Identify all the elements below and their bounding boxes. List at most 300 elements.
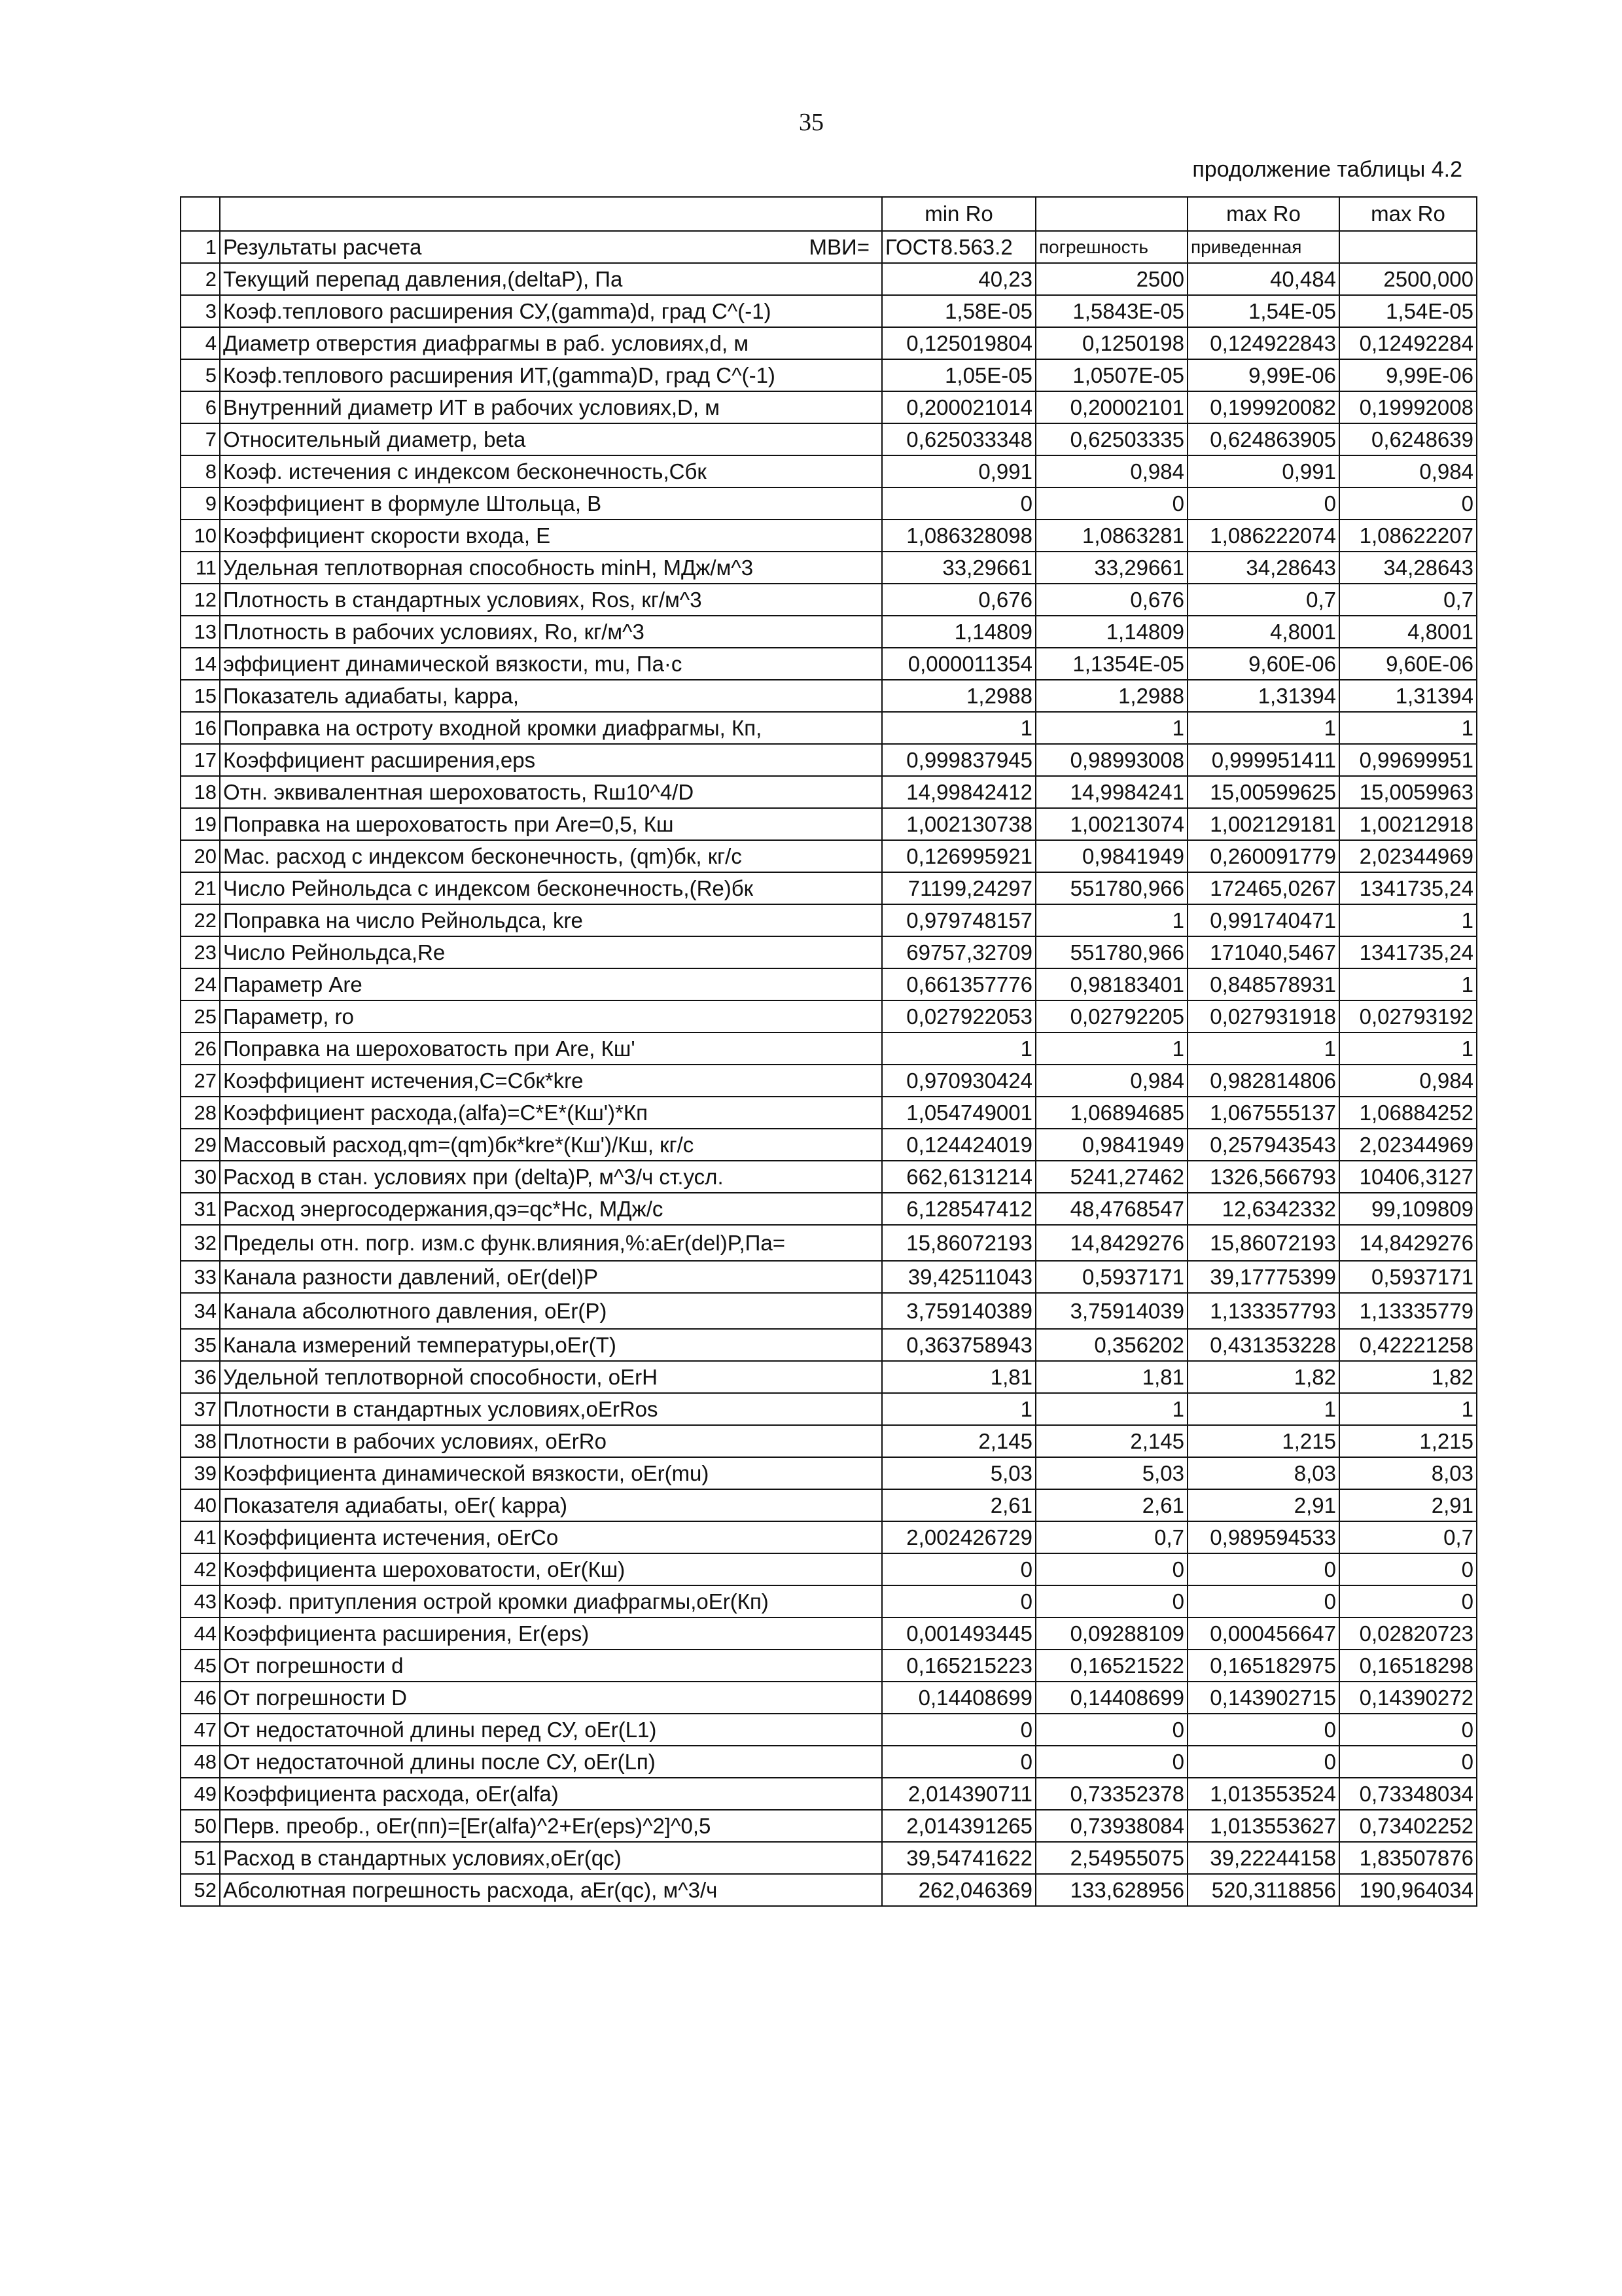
row-label: Расход энергосодержания,qэ=qc*Hc, МДж/с xyxy=(220,1193,882,1225)
row-label: Параметр Are xyxy=(220,968,882,1000)
row-label: Поправка на шероховатость при Are=0,5, Кш xyxy=(220,808,882,840)
value-min-ro: 1,05E-05 xyxy=(882,359,1036,391)
value-max-ro: 1,133357793 xyxy=(1188,1293,1339,1329)
table-row xyxy=(181,1225,1477,1261)
value-max-ro: 4,8001 xyxy=(1188,616,1339,648)
value-error: 0 xyxy=(1036,487,1188,520)
value-max-ro-2: 1341735,24 xyxy=(1339,872,1477,904)
table-row xyxy=(181,263,1477,295)
value-max-ro-2: 1,00212918 xyxy=(1339,808,1477,840)
value-error: 1,0863281 xyxy=(1036,520,1188,552)
value-min-ro: 0 xyxy=(882,1585,1036,1617)
value-max-ro: 0 xyxy=(1188,487,1339,520)
table-row xyxy=(181,1682,1477,1714)
table-row xyxy=(181,1457,1477,1489)
value-max-ro-2: 1,08622207 xyxy=(1339,520,1477,552)
row-index: 44 xyxy=(181,1617,220,1650)
value-min-ro: 0 xyxy=(882,1553,1036,1585)
row-label: Перв. преобр., оEr(пп)=[Er(alfa)^2+Er(eps)^2]^0,5 xyxy=(220,1810,882,1842)
value-max-ro-2: 99,109809 xyxy=(1339,1193,1477,1225)
value-error: 48,4768547 xyxy=(1036,1193,1188,1225)
value-min-ro: 40,23 xyxy=(882,263,1036,295)
value-max-ro: 0,199920082 xyxy=(1188,391,1339,423)
value-max-ro: 0,991 xyxy=(1188,455,1339,487)
value-max-ro: 39,17775399 xyxy=(1188,1261,1339,1293)
value-max-ro-2: 9,60E-06 xyxy=(1339,648,1477,680)
row-index: 4 xyxy=(181,327,220,359)
row-index: 20 xyxy=(181,840,220,872)
table-row xyxy=(181,744,1477,776)
value-max-ro-2: 0,16518298 xyxy=(1339,1650,1477,1682)
value-max-ro: 15,00599625 xyxy=(1188,776,1339,808)
value-max-ro: 8,03 xyxy=(1188,1457,1339,1489)
row-label: Абсолютная погрешность расхода, aEr(qc), м^3/ч xyxy=(220,1874,882,1906)
row-index: 3 xyxy=(181,295,220,327)
row-index: 31 xyxy=(181,1193,220,1225)
value-error: 1,2988 xyxy=(1036,680,1188,712)
value-error: 2500 xyxy=(1036,263,1188,295)
value-max-ro: 0,143902715 xyxy=(1188,1682,1339,1714)
value-max-ro: 172465,0267 xyxy=(1188,872,1339,904)
value-max-ro-2: 0 xyxy=(1339,1585,1477,1617)
value-max-ro: 0,165182975 xyxy=(1188,1650,1339,1682)
value-error: 33,29661 xyxy=(1036,552,1188,584)
value-min-ro: 14,99842412 xyxy=(882,776,1036,808)
value-max-ro-2: 0,02820723 xyxy=(1339,1617,1477,1650)
header-cell-index xyxy=(181,197,220,231)
row-index: 14 xyxy=(181,648,220,680)
table-row xyxy=(181,1489,1477,1521)
value-min-ro: 1,086328098 xyxy=(882,520,1036,552)
value-min-ro: 33,29661 xyxy=(882,552,1036,584)
error-cell: погрешность xyxy=(1036,231,1188,263)
value-max-ro: 40,484 xyxy=(1188,263,1339,295)
value-max-ro: 1326,566793 xyxy=(1188,1161,1339,1193)
value-max-ro: 1 xyxy=(1188,712,1339,744)
value-max-ro: 0,624863905 xyxy=(1188,423,1339,455)
value-max-ro: 0,000456647 xyxy=(1188,1617,1339,1650)
value-max-ro: 0,260091779 xyxy=(1188,840,1339,872)
value-max-ro-2: 1,215 xyxy=(1339,1425,1477,1457)
empty-cell xyxy=(1339,231,1477,263)
value-max-ro: 1,002129181 xyxy=(1188,808,1339,840)
value-error: 0 xyxy=(1036,1746,1188,1778)
row-label: Коэффициент истечения,C=Cбк*kre xyxy=(220,1065,882,1097)
value-min-ro: 662,6131214 xyxy=(882,1161,1036,1193)
row-label: Параметр, ro xyxy=(220,1000,882,1033)
value-min-ro: 0 xyxy=(882,1714,1036,1746)
value-max-ro: 1,013553524 xyxy=(1188,1778,1339,1810)
value-max-ro: 0,124922843 xyxy=(1188,327,1339,359)
row-label: Текущий перепад давления,(deltaP), Па xyxy=(220,263,882,295)
row-index: 42 xyxy=(181,1553,220,1585)
row-label: Коэф.теплового расширения СУ,(gamma)d, град С^(-1) xyxy=(220,295,882,327)
value-max-ro: 171040,5467 xyxy=(1188,936,1339,968)
value-max-ro: 1,215 xyxy=(1188,1425,1339,1457)
row-index: 17 xyxy=(181,744,220,776)
value-max-ro: 9,60E-06 xyxy=(1188,648,1339,680)
table-row xyxy=(181,1393,1477,1425)
value-error: 0,5937171 xyxy=(1036,1261,1188,1293)
value-max-ro-2: 1 xyxy=(1339,968,1477,1000)
row-index: 51 xyxy=(181,1842,220,1874)
table-row xyxy=(181,1714,1477,1746)
value-error: 0,984 xyxy=(1036,455,1188,487)
row-index: 8 xyxy=(181,455,220,487)
value-min-ro: 39,54741622 xyxy=(882,1842,1036,1874)
row-label: Канала измерений температуры,оEr(T) xyxy=(220,1329,882,1361)
table-row xyxy=(181,712,1477,744)
value-error: 0,984 xyxy=(1036,1065,1188,1097)
row-label: Показатель адиабаты, kappa, xyxy=(220,680,882,712)
row-index: 21 xyxy=(181,872,220,904)
row-index: 1 xyxy=(181,231,220,263)
value-max-ro-2: 1,06884252 xyxy=(1339,1097,1477,1129)
row-label: Коэффициента расширения, Er(eps) xyxy=(220,1617,882,1650)
value-error: 1,1354E-05 xyxy=(1036,648,1188,680)
row-label: Диаметр отверстия диафрагмы в раб. условиях,d, м xyxy=(220,327,882,359)
table-row xyxy=(181,295,1477,327)
row-label: От недостаточной длины перед СУ, оEr(L1) xyxy=(220,1714,882,1746)
value-max-ro-2: 0,984 xyxy=(1339,455,1477,487)
row-index: 37 xyxy=(181,1393,220,1425)
value-max-ro: 1,067555137 xyxy=(1188,1097,1339,1129)
table-row xyxy=(181,1193,1477,1225)
value-max-ro-2: 2,02344969 xyxy=(1339,840,1477,872)
table-row xyxy=(181,1425,1477,1457)
value-min-ro: 1 xyxy=(882,1033,1036,1065)
value-max-ro-2: 0,6248639 xyxy=(1339,423,1477,455)
value-min-ro: 0,979748157 xyxy=(882,904,1036,936)
value-min-ro: 0 xyxy=(882,1746,1036,1778)
row-index: 48 xyxy=(181,1746,220,1778)
value-max-ro: 34,28643 xyxy=(1188,552,1339,584)
table-row xyxy=(181,359,1477,391)
row-label: Показателя адиабаты, оEr( kappa) xyxy=(220,1489,882,1521)
value-max-ro: 1,013553627 xyxy=(1188,1810,1339,1842)
value-error: 1,14809 xyxy=(1036,616,1188,648)
value-min-ro: 262,046369 xyxy=(882,1874,1036,1906)
table-row xyxy=(181,1778,1477,1810)
value-max-ro: 0,989594533 xyxy=(1188,1521,1339,1553)
value-min-ro: 0 xyxy=(882,487,1036,520)
row-index: 15 xyxy=(181,680,220,712)
row-label: Число Рейнольдса с индексом бесконечность,(Re)бк xyxy=(220,872,882,904)
results-table xyxy=(180,196,1477,1907)
value-min-ro: 1,81 xyxy=(882,1361,1036,1393)
row-index: 26 xyxy=(181,1033,220,1065)
value-error: 1,0507E-05 xyxy=(1036,359,1188,391)
row-label: эффициент динамической вязкости, mu, Па·с xyxy=(220,648,882,680)
value-min-ro: 0,165215223 xyxy=(882,1650,1036,1682)
header-cell-parameter xyxy=(220,197,882,231)
table-row xyxy=(181,327,1477,359)
row-label: Коэффициент скорости входа, E xyxy=(220,520,882,552)
value-max-ro-2: 34,28643 xyxy=(1339,552,1477,584)
row-index: 32 xyxy=(181,1225,220,1261)
value-min-ro: 1,054749001 xyxy=(882,1097,1036,1129)
value-min-ro: 1,2988 xyxy=(882,680,1036,712)
row-label: Коэф.теплового расширения ИТ,(gamma)D, град С^(-1) xyxy=(220,359,882,391)
table-row xyxy=(181,1617,1477,1650)
value-error: 3,75914039 xyxy=(1036,1293,1188,1329)
results-label: Результаты расчета xyxy=(223,234,422,259)
table-row xyxy=(181,616,1477,648)
value-error: 1 xyxy=(1036,904,1188,936)
table-row xyxy=(181,584,1477,616)
value-error: 1,5843E-05 xyxy=(1036,295,1188,327)
row-index: 34 xyxy=(181,1293,220,1329)
table-row xyxy=(181,552,1477,584)
value-max-ro-2: 8,03 xyxy=(1339,1457,1477,1489)
row-label: Удельная теплотворная способность minH, МДж/м^3 xyxy=(220,552,882,584)
row-label: Канала абсолютного давления, оEr(P) xyxy=(220,1293,882,1329)
table-row xyxy=(181,968,1477,1000)
row-index: 18 xyxy=(181,776,220,808)
row-index: 23 xyxy=(181,936,220,968)
row-label: Коэффициента шероховатости, оEr(Кш) xyxy=(220,1553,882,1585)
table-row xyxy=(181,1810,1477,1842)
value-min-ro: 39,42511043 xyxy=(882,1261,1036,1293)
row-label: Расход в стандартных условиях,оEr(qc) xyxy=(220,1842,882,1874)
value-min-ro: 6,128547412 xyxy=(882,1193,1036,1225)
table-row xyxy=(181,1033,1477,1065)
value-max-ro: 2,91 xyxy=(1188,1489,1339,1521)
value-max-ro-2: 0,7 xyxy=(1339,584,1477,616)
value-min-ro: 0,001493445 xyxy=(882,1617,1036,1650)
table-row xyxy=(181,840,1477,872)
value-error: 0,676 xyxy=(1036,584,1188,616)
value-error: 2,54955075 xyxy=(1036,1842,1188,1874)
row-label: Массовый расход,qm=(qm)бк*kre*(Кш')/Кш, кг/с xyxy=(220,1129,882,1161)
value-min-ro: 1 xyxy=(882,712,1036,744)
value-min-ro: 0,000011354 xyxy=(882,648,1036,680)
row-index: 9 xyxy=(181,487,220,520)
table-row xyxy=(181,872,1477,904)
value-min-ro: 0,126995921 xyxy=(882,840,1036,872)
value-error: 0,16521522 xyxy=(1036,1650,1188,1682)
row-label: Число Рейнольдса,Re xyxy=(220,936,882,968)
row-index: 27 xyxy=(181,1065,220,1097)
table-row xyxy=(181,1521,1477,1553)
value-error: 0,9841949 xyxy=(1036,1129,1188,1161)
value-max-ro-2: 15,0059963 xyxy=(1339,776,1477,808)
value-max-ro: 0,982814806 xyxy=(1188,1065,1339,1097)
row-index: 43 xyxy=(181,1585,220,1617)
row-index: 6 xyxy=(181,391,220,423)
value-error: 0,73352378 xyxy=(1036,1778,1188,1810)
row-label: Расход в стан. условиях при (delta)P, м^3/ч ст.усл. xyxy=(220,1161,882,1193)
value-error: 0,20002101 xyxy=(1036,391,1188,423)
value-min-ro: 3,759140389 xyxy=(882,1293,1036,1329)
value-max-ro: 520,3118856 xyxy=(1188,1874,1339,1906)
value-min-ro: 2,61 xyxy=(882,1489,1036,1521)
value-min-ro: 0,027922053 xyxy=(882,1000,1036,1033)
value-max-ro: 1,31394 xyxy=(1188,680,1339,712)
value-max-ro-2: 1 xyxy=(1339,904,1477,936)
row-index: 24 xyxy=(181,968,220,1000)
value-min-ro: 2,145 xyxy=(882,1425,1036,1457)
value-error: 14,8429276 xyxy=(1036,1225,1188,1261)
value-max-ro-2: 0 xyxy=(1339,1714,1477,1746)
value-error: 551780,966 xyxy=(1036,936,1188,968)
value-error: 1 xyxy=(1036,1033,1188,1065)
row-index: 13 xyxy=(181,616,220,648)
value-error: 2,145 xyxy=(1036,1425,1188,1457)
value-max-ro-2: 1 xyxy=(1339,712,1477,744)
row-index: 2 xyxy=(181,263,220,295)
value-max-ro-2: 1341735,24 xyxy=(1339,936,1477,968)
table-row xyxy=(181,391,1477,423)
value-min-ro: 2,002426729 xyxy=(882,1521,1036,1553)
row-label: Плотность в рабочих условиях, Ro, кг/м^3 xyxy=(220,616,882,648)
row-index: 33 xyxy=(181,1261,220,1293)
row-label: Коэффициента динамической вязкости, оEr(mu) xyxy=(220,1457,882,1489)
value-min-ro: 2,014390711 xyxy=(882,1778,1036,1810)
table-row xyxy=(181,1161,1477,1193)
value-error: 1 xyxy=(1036,1393,1188,1425)
table-row xyxy=(181,423,1477,455)
value-max-ro-2: 1 xyxy=(1339,1033,1477,1065)
value-error: 0 xyxy=(1036,1585,1188,1617)
standard-cell: ГОСТ8.563.2 xyxy=(882,231,1036,263)
row-label: Коэффициента истечения, оErCo xyxy=(220,1521,882,1553)
row-index: 50 xyxy=(181,1810,220,1842)
value-min-ro: 0,363758943 xyxy=(882,1329,1036,1361)
value-max-ro: 0 xyxy=(1188,1553,1339,1585)
table-row xyxy=(181,648,1477,680)
value-min-ro: 0,676 xyxy=(882,584,1036,616)
value-min-ro: 1,14809 xyxy=(882,616,1036,648)
value-error: 0 xyxy=(1036,1553,1188,1585)
value-max-ro-2: 1,13335779 xyxy=(1339,1293,1477,1329)
value-error: 0,09288109 xyxy=(1036,1617,1188,1650)
value-max-ro-2: 0,99699951 xyxy=(1339,744,1477,776)
value-min-ro: 0,124424019 xyxy=(882,1129,1036,1161)
row-label: Коэффициент расширения,eps xyxy=(220,744,882,776)
value-error: 0,356202 xyxy=(1036,1329,1188,1361)
row-label: Поправка на шероховатость при Are, Кш' xyxy=(220,1033,882,1065)
value-error: 2,61 xyxy=(1036,1489,1188,1521)
value-error: 551780,966 xyxy=(1036,872,1188,904)
table-row xyxy=(181,1650,1477,1682)
row-label: Коэффициента расхода, оEr(alfa) xyxy=(220,1778,882,1810)
value-max-ro-2: 0,02793192 xyxy=(1339,1000,1477,1033)
table-row xyxy=(181,904,1477,936)
row-label: Поправка на число Рейнольдса, kre xyxy=(220,904,882,936)
row-index: 16 xyxy=(181,712,220,744)
table-row xyxy=(181,680,1477,712)
value-max-ro-2: 10406,3127 xyxy=(1339,1161,1477,1193)
row-label: От погрешности d xyxy=(220,1650,882,1682)
row-label: Поправка на остроту входной кромки диафрагмы, Кп, xyxy=(220,712,882,744)
table-row xyxy=(181,776,1477,808)
value-max-ro: 0,991740471 xyxy=(1188,904,1339,936)
value-min-ro: 0,14408699 xyxy=(882,1682,1036,1714)
row-index: 28 xyxy=(181,1097,220,1129)
value-error: 0,98183401 xyxy=(1036,968,1188,1000)
value-error: 0,7 xyxy=(1036,1521,1188,1553)
value-min-ro: 1 xyxy=(882,1393,1036,1425)
value-min-ro: 1,002130738 xyxy=(882,808,1036,840)
value-min-ro: 5,03 xyxy=(882,1457,1036,1489)
value-error: 5241,27462 xyxy=(1036,1161,1188,1193)
value-max-ro-2: 1,31394 xyxy=(1339,680,1477,712)
table-row xyxy=(181,487,1477,520)
row-label: Коэффициент расхода,(alfa)=C*E*(Кш')*Кп xyxy=(220,1097,882,1129)
table-row xyxy=(181,1000,1477,1033)
table-row xyxy=(181,1065,1477,1097)
row-index: 35 xyxy=(181,1329,220,1361)
header-cell-blank xyxy=(1036,197,1188,231)
value-max-ro-2: 0,19992008 xyxy=(1339,391,1477,423)
header-cell-max-ro-2: max Ro xyxy=(1339,197,1477,231)
row-index: 46 xyxy=(181,1682,220,1714)
value-max-ro-2: 9,99E-06 xyxy=(1339,359,1477,391)
table-row xyxy=(181,1746,1477,1778)
value-max-ro: 1,086222074 xyxy=(1188,520,1339,552)
value-max-ro-2: 0,42221258 xyxy=(1339,1329,1477,1361)
value-error: 5,03 xyxy=(1036,1457,1188,1489)
table-row xyxy=(181,520,1477,552)
value-max-ro: 0,7 xyxy=(1188,584,1339,616)
table-row xyxy=(181,1842,1477,1874)
row-label: Коэф. истечения с индексом бесконечность,Cбк xyxy=(220,455,882,487)
value-max-ro: 0,431353228 xyxy=(1188,1329,1339,1361)
value-max-ro-2: 1 xyxy=(1339,1393,1477,1425)
value-min-ro: 0,970930424 xyxy=(882,1065,1036,1097)
row-index: 10 xyxy=(181,520,220,552)
value-min-ro: 0,125019804 xyxy=(882,327,1036,359)
row-label xyxy=(220,231,882,263)
value-error: 1,81 xyxy=(1036,1361,1188,1393)
row-label: Удельной теплотворной способности, оErH xyxy=(220,1361,882,1393)
value-max-ro-2: 0,14390272 xyxy=(1339,1682,1477,1714)
row-index: 12 xyxy=(181,584,220,616)
value-error: 1 xyxy=(1036,712,1188,744)
row-label: Пределы отн. погр. изм.с функ.влияния,%:aEr(del)P,Па= xyxy=(220,1225,882,1261)
value-max-ro-2: 2,02344969 xyxy=(1339,1129,1477,1161)
row-label: Коэф. притупления острой кромки диафрагмы,оEr(Кп) xyxy=(220,1585,882,1617)
page-number: 35 xyxy=(799,109,824,136)
value-max-ro-2: 0 xyxy=(1339,487,1477,520)
row-index: 11 xyxy=(181,552,220,584)
table-row xyxy=(181,1874,1477,1906)
row-index: 19 xyxy=(181,808,220,840)
value-max-ro: 0,027931918 xyxy=(1188,1000,1339,1033)
value-min-ro: 0,625033348 xyxy=(882,423,1036,455)
value-max-ro: 1,82 xyxy=(1188,1361,1339,1393)
table-row-first xyxy=(181,231,1477,263)
row-label: Отн. эквивалентная шероховатость, Rш10^4/D xyxy=(220,776,882,808)
value-min-ro: 15,86072193 xyxy=(882,1225,1036,1261)
value-min-ro: 0,999837945 xyxy=(882,744,1036,776)
row-index: 30 xyxy=(181,1161,220,1193)
table-row xyxy=(181,1129,1477,1161)
row-index: 22 xyxy=(181,904,220,936)
row-index: 45 xyxy=(181,1650,220,1682)
value-max-ro: 12,6342332 xyxy=(1188,1193,1339,1225)
table-row xyxy=(181,455,1477,487)
row-label: Мас. расход с индексом бесконечность, (qm)бк, кг/с xyxy=(220,840,882,872)
value-max-ro-2: 0,5937171 xyxy=(1339,1261,1477,1293)
value-max-ro-2: 2,91 xyxy=(1339,1489,1477,1521)
row-index: 5 xyxy=(181,359,220,391)
value-max-ro: 39,22244158 xyxy=(1188,1842,1339,1874)
value-error: 0,02792205 xyxy=(1036,1000,1188,1033)
row-index: 7 xyxy=(181,423,220,455)
row-index: 25 xyxy=(181,1000,220,1033)
